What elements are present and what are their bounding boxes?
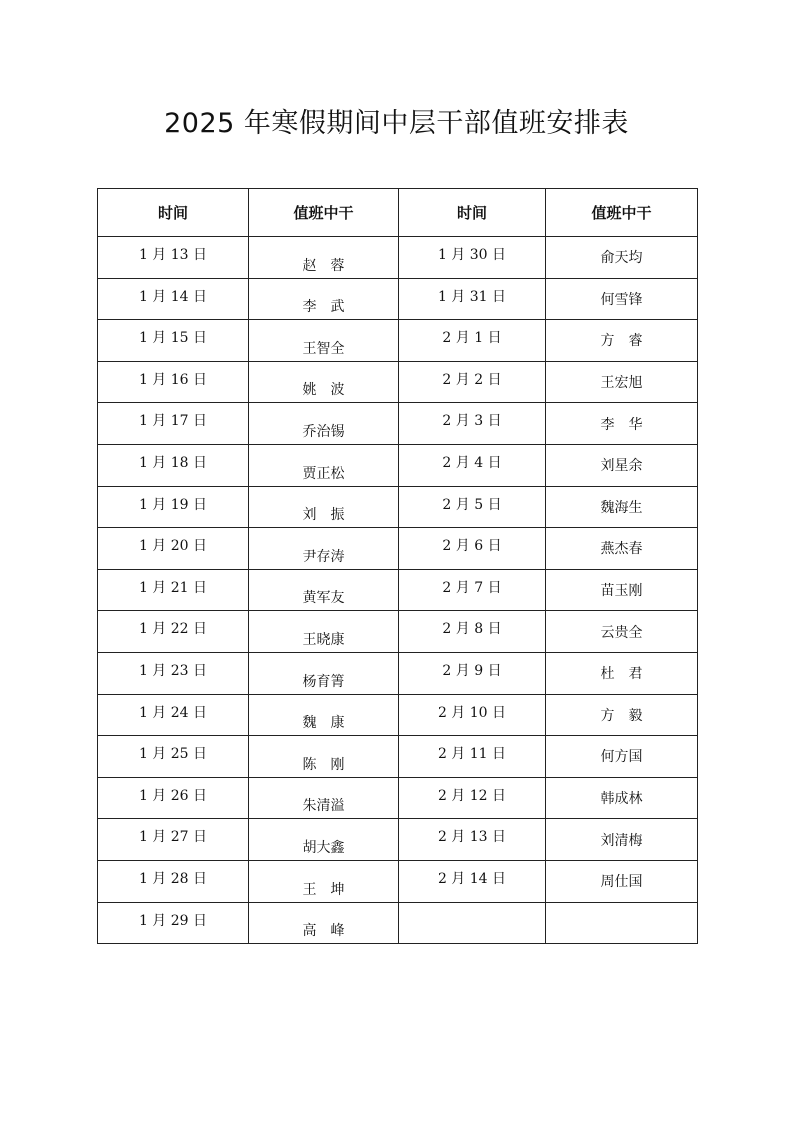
cell-duty-cadre-left: 王智全	[249, 320, 399, 362]
cell-duty-cadre-right: 杜 君	[546, 652, 698, 694]
cell-duty-cadre-left: 尹存涛	[249, 528, 399, 570]
table-row	[98, 444, 698, 486]
cell-date-left: 1 月 25 日	[98, 736, 249, 778]
cell-date-left: 1 月 22 日	[98, 611, 249, 653]
cell-date-right: 1 月 31 日	[399, 278, 546, 320]
cell-date-right: 2 月 9 日	[399, 652, 546, 694]
cell-date-left: 1 月 20 日	[98, 528, 249, 570]
cell-duty-cadre-right: 周仕国	[546, 860, 698, 902]
cell-duty-cadre-right: 魏海生	[546, 486, 698, 528]
cell-date-right: 2 月 4 日	[399, 444, 546, 486]
cell-duty-cadre-left: 魏 康	[249, 694, 399, 736]
cell-date-right: 2 月 6 日	[399, 528, 546, 570]
cell-duty-cadre-right: 刘星余	[546, 444, 698, 486]
cell-duty-cadre-right: 何雪锋	[546, 278, 698, 320]
table-row	[98, 320, 698, 362]
table-row	[98, 486, 698, 528]
cell-duty-cadre-left: 王 坤	[249, 860, 399, 902]
cell-date-right	[399, 902, 546, 944]
cell-duty-cadre-left: 陈 刚	[249, 736, 399, 778]
table-row	[98, 819, 698, 861]
cell-duty-cadre-right: 俞天均	[546, 237, 698, 279]
cell-date-left: 1 月 23 日	[98, 652, 249, 694]
cell-date-right: 2 月 7 日	[399, 569, 546, 611]
cell-duty-cadre-left: 姚 波	[249, 361, 399, 403]
cell-date-right: 2 月 3 日	[399, 403, 546, 445]
cell-date-left: 1 月 27 日	[98, 819, 249, 861]
cell-duty-cadre-left: 高 峰	[249, 902, 399, 944]
cell-date-right: 2 月 1 日	[399, 320, 546, 362]
cell-date-left: 1 月 24 日	[98, 694, 249, 736]
table-header-row	[98, 189, 698, 237]
cell-date-left: 1 月 19 日	[98, 486, 249, 528]
cell-duty-cadre-right: 云贵全	[546, 611, 698, 653]
cell-date-right: 2 月 12 日	[399, 777, 546, 819]
table-row	[98, 611, 698, 653]
cell-duty-cadre-left: 刘 振	[249, 486, 399, 528]
cell-date-left: 1 月 17 日	[98, 403, 249, 445]
cell-duty-cadre-right: 燕杰春	[546, 528, 698, 570]
cell-date-left: 1 月 14 日	[98, 278, 249, 320]
duty-schedule-table	[97, 188, 698, 944]
cell-date-right: 2 月 13 日	[399, 819, 546, 861]
cell-duty-cadre-right	[546, 902, 698, 944]
cell-date-left: 1 月 29 日	[98, 902, 249, 944]
cell-date-left: 1 月 21 日	[98, 569, 249, 611]
cell-date-right: 1 月 30 日	[399, 237, 546, 279]
cell-duty-cadre-right: 何方国	[546, 736, 698, 778]
table-row	[98, 237, 698, 279]
cell-duty-cadre-right: 方 毅	[546, 694, 698, 736]
table-row	[98, 403, 698, 445]
header-date-left: 时间	[98, 189, 249, 237]
cell-duty-cadre-right: 方 睿	[546, 320, 698, 362]
table-row	[98, 278, 698, 320]
page-title: 2025 年寒假期间中层干部值班安排表	[164, 108, 629, 139]
table-row	[98, 777, 698, 819]
table-row	[98, 361, 698, 403]
cell-duty-cadre-right: 苗玉刚	[546, 569, 698, 611]
cell-date-left: 1 月 15 日	[98, 320, 249, 362]
cell-duty-cadre-right: 李 华	[546, 403, 698, 445]
table-row	[98, 694, 698, 736]
cell-duty-cadre-left: 王晓康	[249, 611, 399, 653]
cell-date-right: 2 月 5 日	[399, 486, 546, 528]
cell-date-left: 1 月 18 日	[98, 444, 249, 486]
cell-duty-cadre-left: 贾正松	[249, 444, 399, 486]
cell-duty-cadre-left: 朱清溢	[249, 777, 399, 819]
cell-duty-cadre-left: 赵 蓉	[249, 237, 399, 279]
cell-date-left: 1 月 13 日	[98, 237, 249, 279]
table-row	[98, 652, 698, 694]
cell-duty-cadre-right: 刘清梅	[546, 819, 698, 861]
cell-duty-cadre-right: 王宏旭	[546, 361, 698, 403]
header-duty-cadre-right: 值班中干	[546, 189, 698, 237]
cell-duty-cadre-left: 胡大鑫	[249, 819, 399, 861]
cell-duty-cadre-left: 李 武	[249, 278, 399, 320]
header-duty-cadre-left: 值班中干	[249, 189, 399, 237]
header-date-right: 时间	[399, 189, 546, 237]
table-row	[98, 569, 698, 611]
cell-date-left: 1 月 28 日	[98, 860, 249, 902]
cell-date-right: 2 月 2 日	[399, 361, 546, 403]
cell-date-right: 2 月 10 日	[399, 694, 546, 736]
cell-duty-cadre-left: 黄军友	[249, 569, 399, 611]
cell-date-right: 2 月 14 日	[399, 860, 546, 902]
cell-date-left: 1 月 26 日	[98, 777, 249, 819]
cell-date-right: 2 月 11 日	[399, 736, 546, 778]
cell-duty-cadre-left: 乔治锡	[249, 403, 399, 445]
cell-date-left: 1 月 16 日	[98, 361, 249, 403]
cell-duty-cadre-right: 韩成林	[546, 777, 698, 819]
table-body	[98, 237, 698, 944]
cell-date-right: 2 月 8 日	[399, 611, 546, 653]
table-row	[98, 902, 698, 944]
table-row	[98, 528, 698, 570]
cell-duty-cadre-left: 杨育箐	[249, 652, 399, 694]
table-row	[98, 736, 698, 778]
table-row	[98, 860, 698, 902]
